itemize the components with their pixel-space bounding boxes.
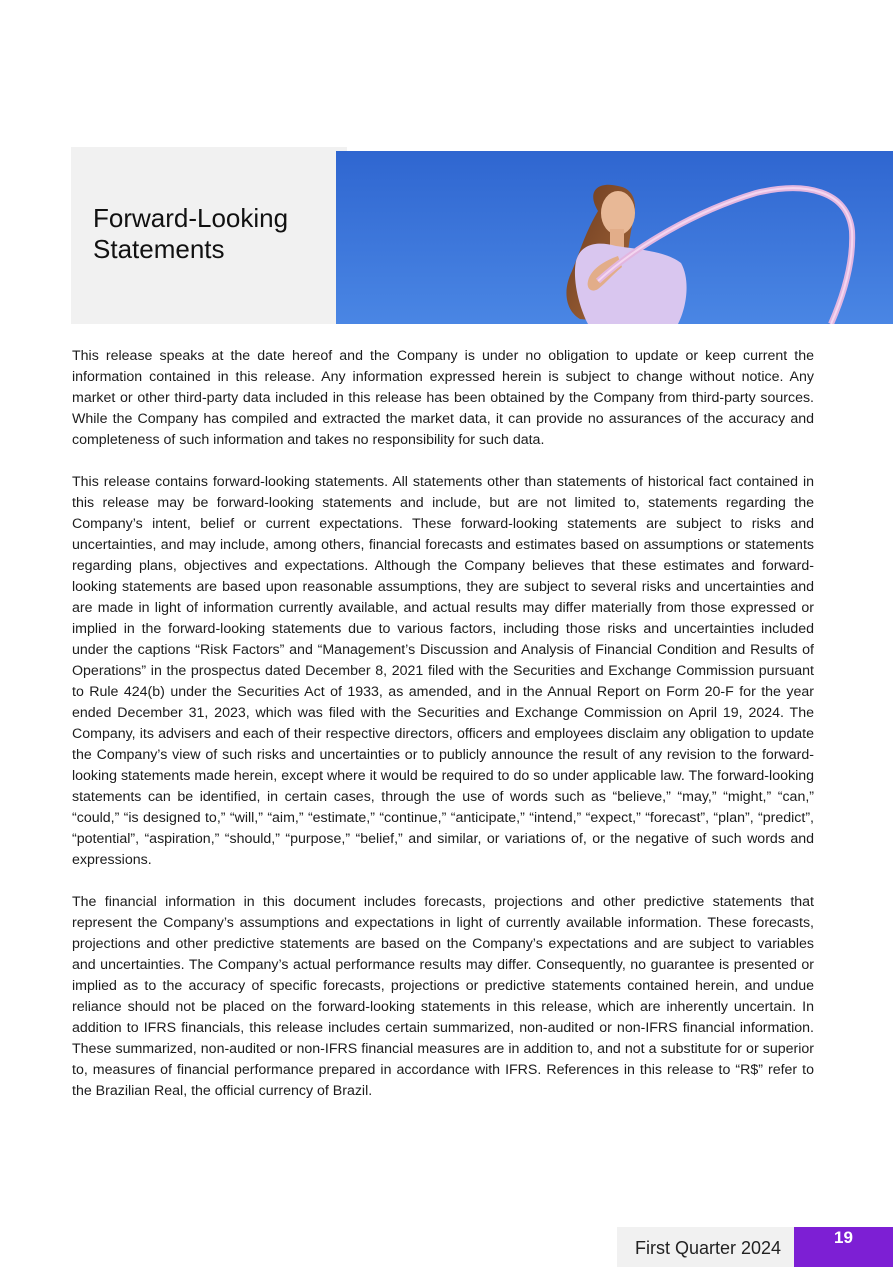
paragraph-market-data: This release speaks at the date hereof and the Company is under no obligation to update or keep current the information contained in this release. Any information expressed herein is subject to change without notice. Any market or other third-party data included in this release has been obtained by the Company from third-party sources. While the Company has compiled and extracted the market data, it can provide no assurances of the accuracy and completeness of such information and takes no responsibility for such data.: [72, 348, 814, 448]
paragraph-financial-information: The financial information in this document includes forecasts, projections and other predictive statements that represent the Company’s assumptions and expectations in light of currently available information. These forecasts, projections and other predictive statements are based on the Company’s expectations and are subject to variables and uncertainties. The Company’s actual performance results may differ. Consequently, no guarantee is presented or implied as to the accuracy of specific forecasts, projections or predictive statements contained herein, and undue reliance should not be placed on the forward-looking statements in this release, which are inherently uncertain. In addition to IFRS financials, this release includes certain summarized, non-audited or non-IFRS financial information. These summarized, non-audited or non-IFRS financial measures are in addition to, and not a substitute for or superior to, measures of financial performance prepared in accordance with IFRS. References in this release to “R$” refer to the Brazilian Real, the official currency of Brazil.: [72, 894, 814, 1099]
page-number: 19: [794, 1227, 893, 1267]
page-title: Forward-Looking Statements: [93, 203, 289, 264]
paragraph-forward-looking: This release contains forward-looking statements. All statements other than statements of historical fact contained in this release may be forward-looking statements and include, but are not limited to, statements regarding the Company’s intent, belief or current expectations. These forward-looking statements are subject to risks and uncertainties, and may include, among others, financial forecasts and estimates based on assumptions or statements regarding plans, objectives and expectations. Although the Company believes that these estimates and forward-looking statements are based upon reasonable assumptions, they are subject to several risks and uncertainties and are made in light of information currently available, and actual results may differ materially from those expressed or implied in the forward-looking statements due to various factors, including those risks and uncertainties included under the captions “Risk Factors” and “Management’s Discussion and Analysis of Financial Condition and Results of Operations” in the prospectus dated December 8, 2021 filed with the Securities and Exchange Commission pursuant to Rule 424(b) under the Securities Act of 1933, as amended, and in the Annual Report on Form 20-F for the year ended December 31, 2023, which was filed with the Securities and Exchange Commission on April 19, 2024. The Company, its advisers and each of their respective directors, officers and employees disclaim any obligation to update the Company’s view of such risks and uncertainties or to publicly announce the result of any revision to the forward-looking statements made herein, except where it would be required to do so under applicable law. The forward-looking statements can be identified, in certain cases, through the use of words such as “believe,” “may,” “might,” “can,” “could,” “is designed to,” “will,” “aim,” “estimate,” “continue,” “anticipate,” “intend,” “expect,” “forecast”, “plan”, “predict”, “potential”, “aspiration,” “should,” “purpose,” “belief,” and similar, or variations of, or the negative of such words and expressions.: [72, 474, 814, 868]
section-title-panel: [71, 147, 347, 324]
woman-with-hula-hoop-photo: [336, 151, 893, 324]
hero-photo: [336, 151, 893, 324]
disclaimer-body: [72, 346, 814, 1123]
face-shape: [601, 191, 635, 235]
footer-period-label: First Quarter 2024: [617, 1227, 794, 1267]
